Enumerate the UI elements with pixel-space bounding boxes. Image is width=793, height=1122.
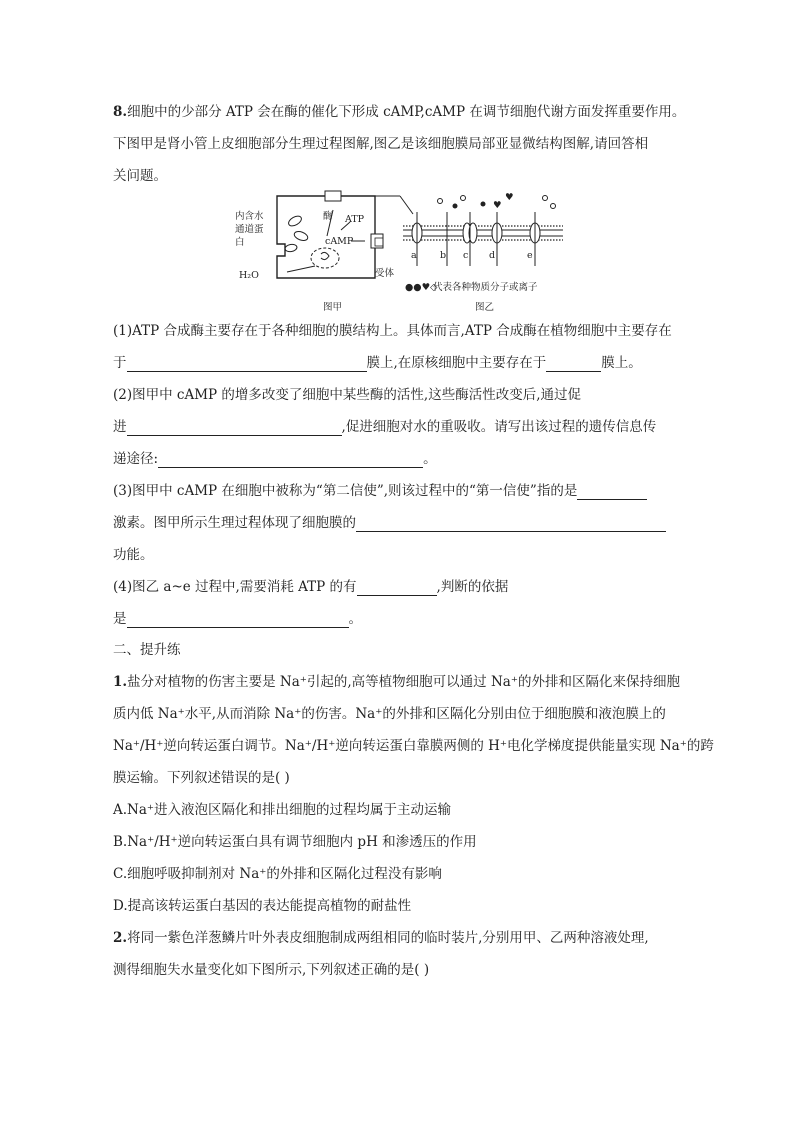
text: 盐分对植物的伤害主要是 Na⁺引起的,高等植物细胞可以通过 Na⁺的外排和区隔化来保持细胞 — [127, 674, 680, 690]
figure-legend: 代表各种物质分子或离子 — [433, 282, 538, 293]
q8-stem-line-2: 下图甲是肾小管上皮细胞部分生理过程图解,图乙是该细胞膜局部亚显微结构图解,请回答相 — [113, 136, 649, 152]
label-letter-c: c — [463, 250, 469, 261]
q8-part2-line-3 — [113, 450, 437, 468]
label-atp: ATP — [345, 214, 365, 225]
q8-part1-line-2 — [113, 354, 642, 372]
q8-part3-line-3: 功能。 — [113, 547, 154, 563]
label-receptor: 受体 — [375, 268, 395, 279]
q1-option-a[interactable]: A.Na⁺进入液泡区隔化和排出细胞的过程均属于主动运输 — [113, 802, 452, 818]
q8-part3-line-1 — [113, 482, 647, 500]
answer-blank-2[interactable] — [546, 357, 601, 372]
text: 。 — [423, 451, 437, 467]
q1-option-c[interactable]: C.细胞呼吸抑制剂对 Na⁺的外排和区隔化过程没有影响 — [113, 866, 442, 882]
q8-part2-line-1: (2)图甲中 cAMP 的增多改变了细胞中某些酶的活性,这些酶活性改变后,通过促 — [113, 387, 582, 403]
q1-option-d[interactable]: D.提高该转运蛋白基因的表达能提高植物的耐盐性 — [113, 898, 412, 914]
text: 膜上。 — [601, 355, 642, 371]
figure-jia — [235, 191, 413, 313]
label-yi: 图乙 — [475, 302, 495, 313]
label-letter-d: d — [489, 250, 496, 261]
svg-text:♥: ♥ — [493, 200, 502, 211]
label-water-protein-1: 内含水 — [235, 211, 264, 222]
answer-blank-1[interactable] — [127, 357, 367, 372]
figure-yi — [403, 192, 563, 313]
answer-blank-6[interactable] — [356, 517, 666, 532]
q8-stem-line-1 — [113, 103, 685, 121]
cell-diagram-figure — [225, 186, 570, 314]
label-letter-e: e — [527, 250, 533, 261]
answer-blank-5[interactable] — [577, 485, 647, 500]
q2-line-1 — [113, 929, 649, 947]
label-camp: cAMP — [325, 236, 354, 247]
label-jia: 图甲 — [323, 302, 343, 313]
text: 膜上,在原核细胞中主要存在于 — [366, 355, 547, 371]
text: (4)图乙 a~e 过程中,需要消耗 ATP 的有 — [113, 579, 357, 595]
q1-option-b[interactable]: B.Na⁺/H⁺逆向转运蛋白具有调节细胞内 pH 和渗透压的作用 — [113, 834, 477, 850]
answer-blank-7[interactable] — [357, 581, 437, 596]
q8-part1-line-1: (1)ATP 合成酶主要存在于各种细胞的膜结构上。具体而言,ATP 合成酶在植物细胞中主要存在 — [113, 323, 672, 339]
q8-part4-line-2 — [113, 610, 362, 628]
label-h2o: H₂O — [239, 270, 259, 281]
label-letter-a: a — [411, 250, 417, 261]
text: ,促进细胞对水的重吸收。请写出该过程的遗传信息传 — [341, 419, 657, 435]
answer-blank-4[interactable] — [158, 453, 423, 468]
q8-part3-line-2 — [113, 514, 666, 532]
q8-stem-text-1: 细胞中的少部分 ATP 会在酶的催化下形成 cAMP,cAMP 在调节细胞代谢方面发挥重要作用。 — [127, 104, 686, 120]
text: 激素。图甲所示生理过程体现了细胞膜的 — [113, 515, 356, 531]
label-letter-b: b — [440, 250, 447, 261]
svg-text:●●♥◇: ●●♥◇ — [405, 282, 438, 293]
q8-part4-line-1 — [113, 578, 508, 596]
answer-blank-8[interactable] — [127, 613, 349, 628]
text: 。 — [348, 611, 362, 627]
label-water-protein-3: 白 — [235, 237, 245, 248]
q2-line-2: 测得细胞失水量变化如下图所示,下列叙述正确的是( ) — [113, 962, 430, 978]
text: 将同一紫色洋葱鳞片叶外表皮细胞制成两组相同的临时装片,分别用甲、乙两种溶液处理, — [127, 930, 649, 946]
text: 进 — [113, 419, 127, 435]
text: (3)图甲中 cAMP 在细胞中被称为“第二信使”,则该过程中的“第一信使”指的是 — [113, 483, 578, 499]
answer-blank-3[interactable] — [127, 421, 342, 436]
q8-part2-line-2 — [113, 418, 656, 436]
q1-line-4: 膜运输。下列叙述错误的是( ) — [113, 770, 290, 786]
text: 递途径: — [113, 451, 159, 467]
q1-number: 1. — [113, 674, 128, 690]
svg-text:♥: ♥ — [505, 192, 514, 203]
q1-line-3: Na⁺/H⁺逆向转运蛋白调节。Na⁺/H⁺逆向转运蛋白靠膜两侧的 H⁺电化学梯度提供能量实现 Na⁺的跨 — [113, 738, 714, 754]
section-title: 二、提升练 — [113, 642, 181, 658]
q2-number: 2. — [113, 930, 128, 946]
text: 于 — [113, 355, 127, 371]
text: 是 — [113, 611, 127, 627]
label-water-protein-2: 通道蛋 — [235, 224, 264, 235]
q1-line-1 — [113, 673, 680, 691]
q8-stem-line-3: 关问题。 — [113, 168, 167, 184]
q1-line-2: 质内低 Na⁺水平,从而消除 Na⁺的伤害。Na⁺的外排和区隔化分别由位于细胞膜和液泡膜上的 — [113, 706, 666, 722]
text: ,判断的依据 — [436, 579, 509, 595]
label-enzyme: 酶 — [323, 211, 333, 222]
q8-number: 8. — [113, 104, 128, 120]
